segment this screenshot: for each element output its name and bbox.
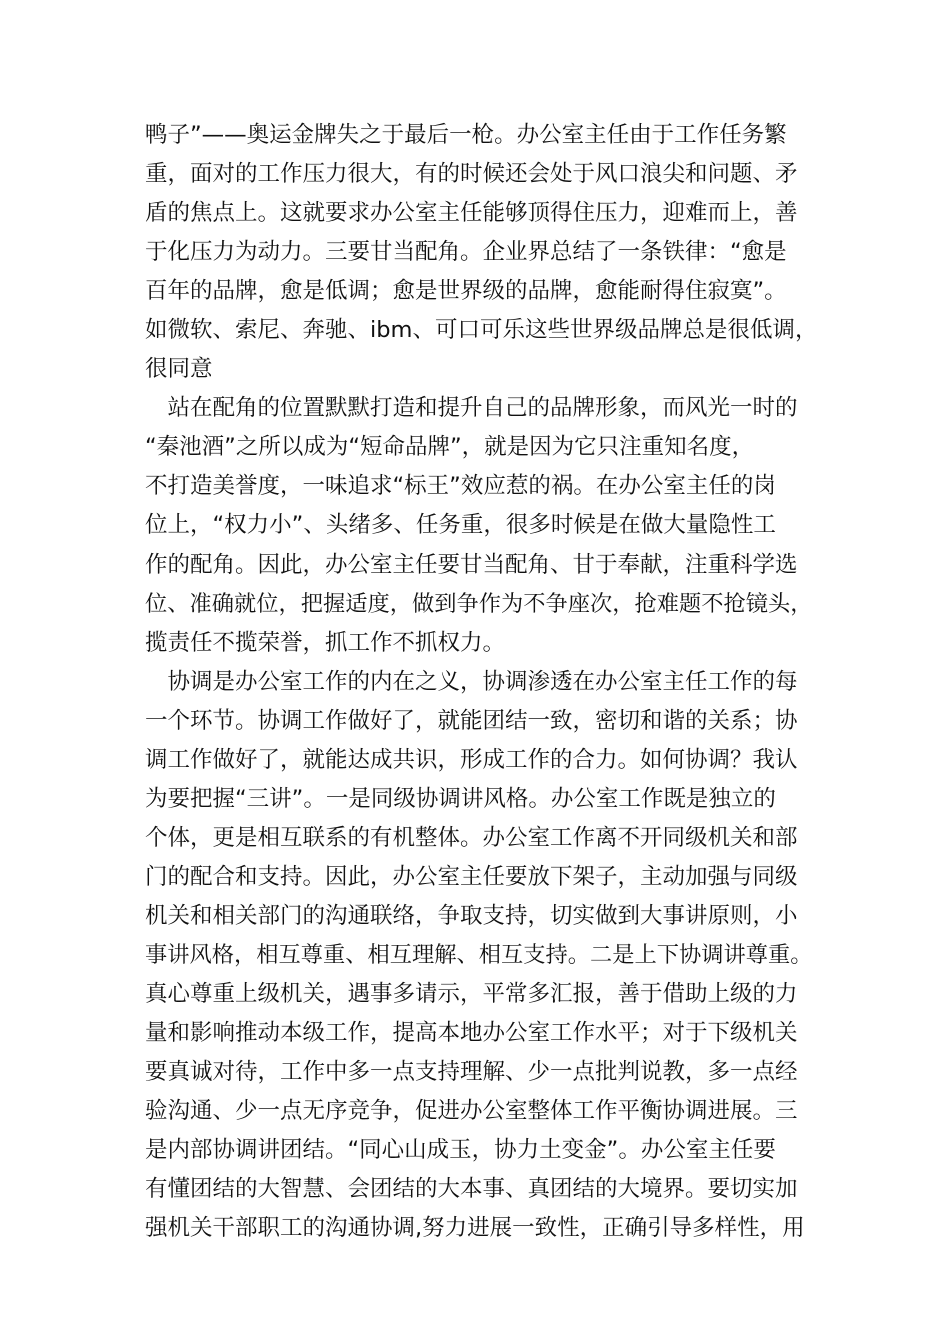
text-line: 门的配合和支持。因此，办公室主任要放下架子，主动加强与同级: [145, 863, 798, 890]
text-line: 协调是办公室工作的内在之义，协调渗透在办公室主任工作的每: [145, 668, 798, 695]
body-text: [145, 116, 817, 1248]
text-line: 站在配角的位置默默打造和提升自己的品牌形象，而风光一时的: [145, 395, 798, 422]
text-line: 机关和相关部门的沟通联络，争取支持，切实做到大事讲原则，小: [145, 902, 798, 929]
text-line: 鸭子”——奥运金牌失之于最后一枪。办公室主任由于工作任务繁: [145, 122, 787, 148]
text-line: “秦池酒”之所以成为“短命品牌”，就是因为它只注重知名度，: [145, 434, 755, 461]
text-line: 量和影响推动本级工作，提高本地办公室工作水平；对于下级机关: [145, 1020, 798, 1047]
text-line: 事讲风格，相互尊重、相互理解、相互支持。二是上下协调讲尊重。: [145, 941, 813, 968]
text-line: 重，面对的工作压力很大，有的时候还会处于风口浪尖和问题、矛: [145, 161, 798, 188]
text-line: 验沟通、少一点无序竞争，促进办公室整体工作平衡协调进展。三: [145, 1098, 798, 1125]
text-line: 揽责任不揽荣誉，抓工作不抓权力。: [145, 629, 506, 656]
text-line: 不打造美誉度，一味追求“标王”效应惹的祸。在办公室主任的岗: [145, 473, 776, 500]
text-line: 是内部协调讲团结。“同心山成玉，协力土变金”。办公室主任要: [145, 1137, 776, 1164]
text-line: 个体，更是相互联系的有机整体。办公室工作离不开同级机关和部: [145, 824, 798, 851]
text-line: 百年的品牌，愈是低调；愈是世界级的品牌，愈能耐得住寂寞”。: [145, 278, 787, 305]
text-line: 于化压力为动力。三要甘当配角。企业界总结了一条铁律：“愈是: [145, 239, 787, 266]
text-line: 为要把握“三讲”。一是同级协调讲风格。办公室工作既是独立的: [145, 785, 776, 812]
text-line: 位上，“权力小”、头绪多、任务重，很多时候是在做大量隐性工: [145, 512, 776, 539]
text-line: 盾的焦点上。这就要求办公室主任能够顶得住压力，迎难而上，善: [145, 200, 798, 227]
text-line: 很同意: [145, 356, 213, 383]
text-line: 真心尊重上级机关，遇事多请示，平常多汇报，善于借助上级的力: [145, 981, 798, 1008]
text-line: 强机关干部职工的沟通协调,努力进展一致性，正确引导多样性，用: [145, 1215, 805, 1242]
text-line: 有懂团结的大智慧、会团结的大本事、真团结的大境界。要切实加: [145, 1176, 798, 1203]
text-line: 如微软、索尼、奔驰、ibm、可口可乐这些世界级品牌总是很低调，: [145, 317, 818, 344]
text-line: 要真诚对待，工作中多一点支持理解、少一点批判说教，多一点经: [145, 1059, 798, 1086]
text-line: 位、准确就位，把握适度，做到争作为不争座次，抢难题不抢镜头，: [145, 590, 813, 617]
text-line: 作的配角。因此，办公室主任要甘当配角、甘于奉献，注重科学选: [145, 551, 798, 578]
text-line: 一个环节。协调工作做好了，就能团结一致，密切和谐的关系；协: [145, 707, 798, 734]
text-line: 调工作做好了，就能达成共识，形成工作的合力。如何协调？我认: [145, 746, 798, 773]
